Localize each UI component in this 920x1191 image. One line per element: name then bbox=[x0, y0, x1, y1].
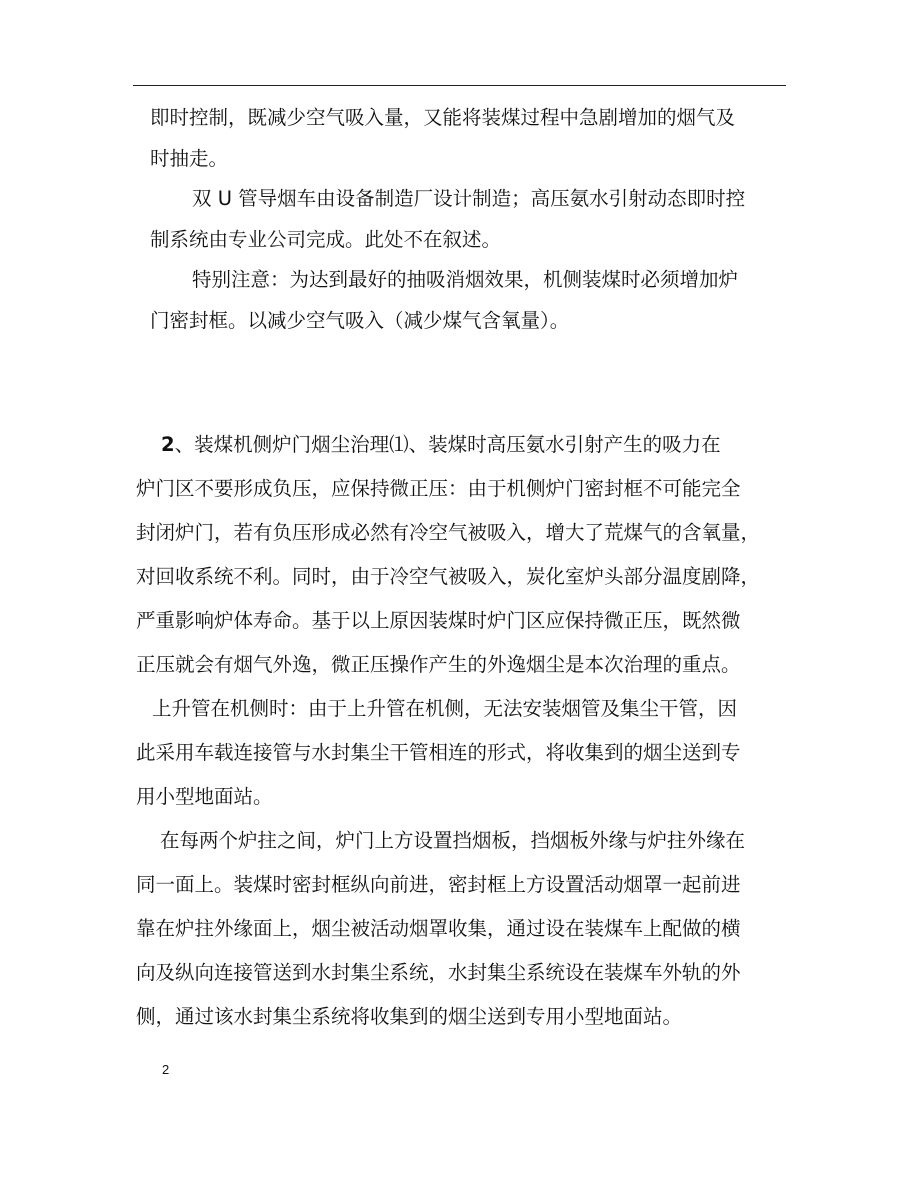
spacer bbox=[136, 341, 788, 423]
text-line: 严重影响炉体寿命。基于以上原因装煤时炉门区应保持微正压，既然微 bbox=[136, 609, 741, 632]
paragraph-riser bbox=[136, 687, 788, 819]
paragraph-column bbox=[136, 819, 788, 1039]
text-line: 侧，通过该水封集尘系统将收集到的烟尘送到专用小型地面站。 bbox=[136, 1005, 683, 1028]
section-heading-line bbox=[136, 423, 788, 467]
text-line: 此采用车载连接管与水封集尘干管相连的形式，将收集到的烟尘送到专 bbox=[136, 741, 741, 764]
paragraph-equipment bbox=[136, 179, 788, 260]
text-line: 在每两个炉拄之间，炉门上方设置挡烟板，挡烟板外缘与炉拄外缘在 bbox=[160, 829, 746, 852]
text-line: 特别注意：为达到最好的抽吸消烟效果，机侧装煤时必须增加炉 bbox=[192, 268, 739, 291]
document-body bbox=[136, 98, 788, 1039]
section-2 bbox=[136, 423, 788, 687]
paragraph-control bbox=[136, 98, 788, 179]
text-line: 时抽走。 bbox=[150, 146, 229, 170]
page-number: 2 bbox=[162, 1062, 170, 1077]
text-line: 制系统由专业公司完成。此处不在叙述。 bbox=[150, 227, 502, 251]
text-line: 封闭炉门，若有负压形成必然有冷空气被吸入，增大了荒煤气的含氧量， bbox=[136, 521, 761, 544]
text-line: 上升管在机侧时：由于上升管在机侧，无法安装烟管及集尘干管，因 bbox=[152, 697, 738, 720]
section-heading-text: 、装煤机侧炉门烟尘治理⑴、装煤时高压氨水引射产生的吸力在 bbox=[174, 433, 721, 456]
text-line: 正压就会有烟气外逸，微正压操作产生的外逸烟尘是本次治理的重点。 bbox=[136, 653, 741, 676]
section-number: 2 bbox=[161, 433, 175, 456]
header-rule bbox=[133, 85, 786, 86]
text-line: 门密封框。以减少空气吸入（减少煤气含氧量）。 bbox=[150, 308, 570, 332]
text-line: 即时控制，既减少空气吸入量，又能将装煤过程中急剧增加的烟气及 bbox=[150, 106, 736, 129]
text-line: 对回收系统不利。同时，由于冷空气被吸入，炭化室炉头部分温度剧降， bbox=[136, 565, 761, 588]
text-line: 同一面上。装煤时密封框纵向前进，密封框上方设置活动烟罩一起前进 bbox=[136, 873, 741, 896]
text-line: 炉门区不要形成负压，应保持微正压：由于机侧炉门密封框不可能完全 bbox=[136, 477, 741, 500]
text-line: 靠在炉拄外缘面上，烟尘被活动烟罩收集，通过设在装煤车上配做的横 bbox=[136, 917, 741, 940]
paragraph-note bbox=[136, 260, 788, 341]
text-line: 向及纵向连接管送到水封集尘系统，水封集尘系统设在装煤车外轨的外 bbox=[136, 961, 741, 984]
text-line: 双 U 管导烟车由设备制造厂设计制造；高压氨水引射动态即时控 bbox=[192, 187, 746, 210]
text-line: 用小型地面站。 bbox=[136, 785, 273, 808]
